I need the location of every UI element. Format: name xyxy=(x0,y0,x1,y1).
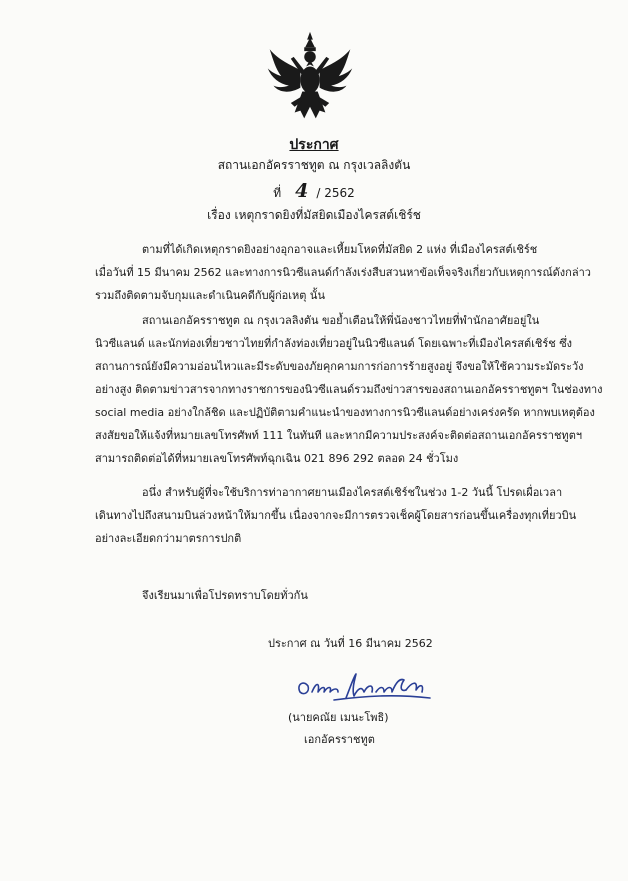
text-line: สถานเอกอัครราชทูต ณ กรุงเวลลิงตัน ขอย้ำเตือนให้พี่น้องชาวไทยที่พำนักอาศัยอยู่ใน xyxy=(142,314,540,327)
text-line: สถานการณ์ยังมีความอ่อนไหวและมีระดับของภัยคุกคามการก่อการร้ายสูงอยู่ จึงขอให้ใช้ความระมัดระวัง xyxy=(95,360,584,373)
paragraph-1 xyxy=(95,238,591,307)
number-prefix: ที่ xyxy=(273,186,282,200)
handwritten-signature-icon xyxy=(294,668,434,706)
text-line: สงสัยขอให้แจ้งที่หมายเลขโทรศัพท์ 111 ในทันที และหากมีความประสงค์จะติดต่อสถานเอกอัครราชทูตฯ xyxy=(95,429,583,442)
number-year: / 2562 xyxy=(316,186,355,200)
handwritten-number: 4 xyxy=(295,180,309,202)
text-line: นิวซีแลนด์ และนักท่องเที่ยวชาวไทยที่กำลังท่องเที่ยวอยู่ในนิวซีแลนด์ โดยเฉพาะที่เมืองไครสต์เชิร์ช ซึ่ง xyxy=(95,337,573,350)
signatory-title: เอกอัครราชทูต xyxy=(304,733,375,746)
text-line: อย่างสูง ติดตามข่าวสารจากทางราชการของนิวซีแลนด์รวมถึงข่าวสารของสถานเอกอัครราชทูตฯ ในช่องทาง xyxy=(95,383,603,396)
text-line: เดินทางไปถึงสนามบินล่วงหน้าให้มากขึ้น เนื่องจากจะมีการตรวจเช็คผู้โดยสารก่อนขึ้นเครื่องทุกเที่ยวบิน xyxy=(95,509,577,522)
subject-line: เรื่อง เหตุกราดยิงที่มัสยิดเมืองไครสต์เชิร์ช xyxy=(207,208,421,222)
paragraph-2 xyxy=(95,309,603,470)
text-line: สามารถติดต่อได้ที่หมายเลขโทรศัพท์ฉุกเฉิน 021 896 292 ตลอด 24 ชั่วโมง xyxy=(95,452,459,465)
paragraph-3 xyxy=(95,481,577,550)
announcement-date: ประกาศ ณ วันที่ 16 มีนาคม 2562 xyxy=(268,637,433,650)
text-line: social media อย่างใกล้ชิด และปฏิบัติตามคำแนะนำของทางการนิวซีแลนด์อย่างเคร่งครัด หากพบเหตุต้อง xyxy=(95,406,595,419)
text-line: ตามที่ได้เกิดเหตุกราดยิงอย่างอุกอาจและเหี้ยมโหดที่มัสยิด 2 แห่ง ที่เมืองไครสต์เชิร์ช xyxy=(142,243,538,256)
closing-line: จึงเรียนมาเพื่อโปรดทราบโดยทั่วกัน xyxy=(142,589,308,602)
text-line: เมื่อวันที่ 15 มีนาคม 2562 และทางการนิวซีแลนด์กำลังเร่งสืบสวนหาข้อเท็จจริงเกี่ยวกับเหตุการณ์ดังกล่าว xyxy=(95,266,591,279)
embassy-name: สถานเอกอัครราชทูต ณ กรุงเวลลิงตัน xyxy=(217,158,411,172)
garuda-emblem-icon xyxy=(262,30,358,126)
signatory-name: (นายคณัย เมนะโพธิ) xyxy=(288,711,389,724)
text-line: อนึ่ง สำหรับผู้ที่จะใช้บริการท่าอากาศยานเมืองไครสต์เชิร์ชในช่วง 1-2 วันนี้ โปรดเผื่อเวลา xyxy=(142,486,563,499)
document-number xyxy=(0,180,628,203)
announcement-title: ประกาศ xyxy=(289,137,339,153)
text-line: อย่างละเอียดกว่ามาตรการปกติ xyxy=(95,532,242,545)
text-line: รวมถึงติดตามจับกุมและดำเนินคดีกับผู้ก่อเหตุ นั้น xyxy=(95,289,325,302)
